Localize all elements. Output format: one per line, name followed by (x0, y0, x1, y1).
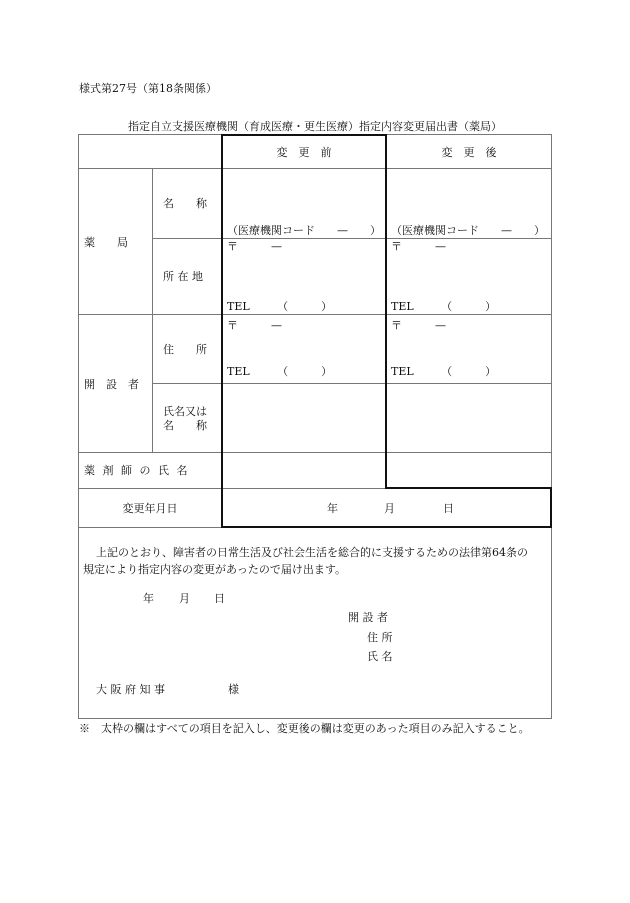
header-after: 変 更 後 (441, 146, 497, 159)
thick-frame-bottom (221, 526, 552, 528)
table-border-bottom (78, 718, 552, 719)
declaration-day[interactable]: 日 (214, 592, 225, 605)
thick-frame-date-right (550, 487, 552, 528)
header-before: 変 更 前 (276, 146, 332, 159)
after-founder-name-field[interactable] (388, 385, 550, 451)
before-founder-name-field[interactable] (224, 385, 384, 451)
row-line (78, 314, 552, 315)
row-line (152, 383, 552, 384)
change-date-label: 変更年月日 (122, 502, 178, 515)
declaration-month[interactable]: 月 (179, 592, 190, 605)
declaration-line-1: 上記のとおり、障害者の日常生活及び社会生活を総合的に支援するための法律第64条の (96, 546, 528, 559)
row-line (152, 238, 552, 239)
table-border-left (78, 134, 79, 719)
declaration-address-label: 住 所 (367, 631, 393, 644)
after-pharmacist-field[interactable] (388, 454, 550, 486)
after-founder-tel[interactable]: TEL （ ） (391, 365, 497, 378)
form-title: 指定自立支援医療機関（育成医療・更生医療）指定内容変更届出書（薬局） (128, 120, 502, 133)
declaration-name-label: 氏 名 (367, 650, 393, 663)
thick-frame-left (221, 134, 223, 528)
pharmacy-location-label: 所 在 地 (163, 270, 203, 283)
row-line (78, 168, 552, 169)
table-border-right (551, 134, 552, 719)
founder-name-label-2: 名 称 (163, 419, 207, 432)
before-founder-postal[interactable]: 〒 — (227, 319, 282, 332)
row-line (78, 452, 552, 453)
after-medical-code[interactable]: （医療機関コード — ） (391, 224, 545, 237)
form-number: 様式第27号（第18条関係） (79, 82, 217, 95)
declaration-founder-label: 開 設 者 (348, 611, 388, 624)
declaration-line-2: 規定により指定内容の変更があったので届け出ます。 (83, 563, 347, 576)
founder-name-label-1: 氏名又は (163, 405, 207, 418)
before-location-postal[interactable]: 〒 — (227, 240, 282, 253)
before-founder-tel[interactable]: TEL （ ） (227, 365, 333, 378)
thick-frame-date-top (385, 487, 552, 489)
pharmacy-label: 薬 局 (84, 236, 128, 249)
addressee-honorific: 様 (228, 683, 239, 696)
pharmacy-name-label: 名 称 (163, 197, 207, 210)
before-pharmacist-field[interactable] (224, 454, 384, 487)
change-date-day[interactable]: 日 (443, 502, 454, 515)
addressee: 大 阪 府 知 事 (96, 683, 165, 696)
col-line (152, 168, 153, 452)
before-medical-code[interactable]: （医療機関コード — ） (227, 224, 381, 237)
change-date-year[interactable]: 年 (327, 502, 338, 515)
after-location-tel[interactable]: TEL （ ） (391, 300, 497, 313)
after-location-postal[interactable]: 〒 — (391, 240, 446, 253)
pharmacist-name-label: 薬 剤 師 の 氏 名 (84, 464, 190, 477)
before-location-tel[interactable]: TEL （ ） (227, 300, 333, 313)
declaration-year[interactable]: 年 (143, 592, 154, 605)
change-date-month[interactable]: 月 (384, 502, 395, 515)
founder-address-label: 住 所 (163, 343, 207, 356)
thick-frame-mid (385, 134, 387, 489)
thick-frame-top (221, 134, 386, 136)
founder-label: 開 設 者 (84, 378, 139, 391)
after-founder-postal[interactable]: 〒 — (391, 319, 446, 332)
footnote: ※ 太枠の欄はすべての項目を記入し、変更後の欄は変更のあった項目のみ記入すること。 (79, 722, 530, 735)
